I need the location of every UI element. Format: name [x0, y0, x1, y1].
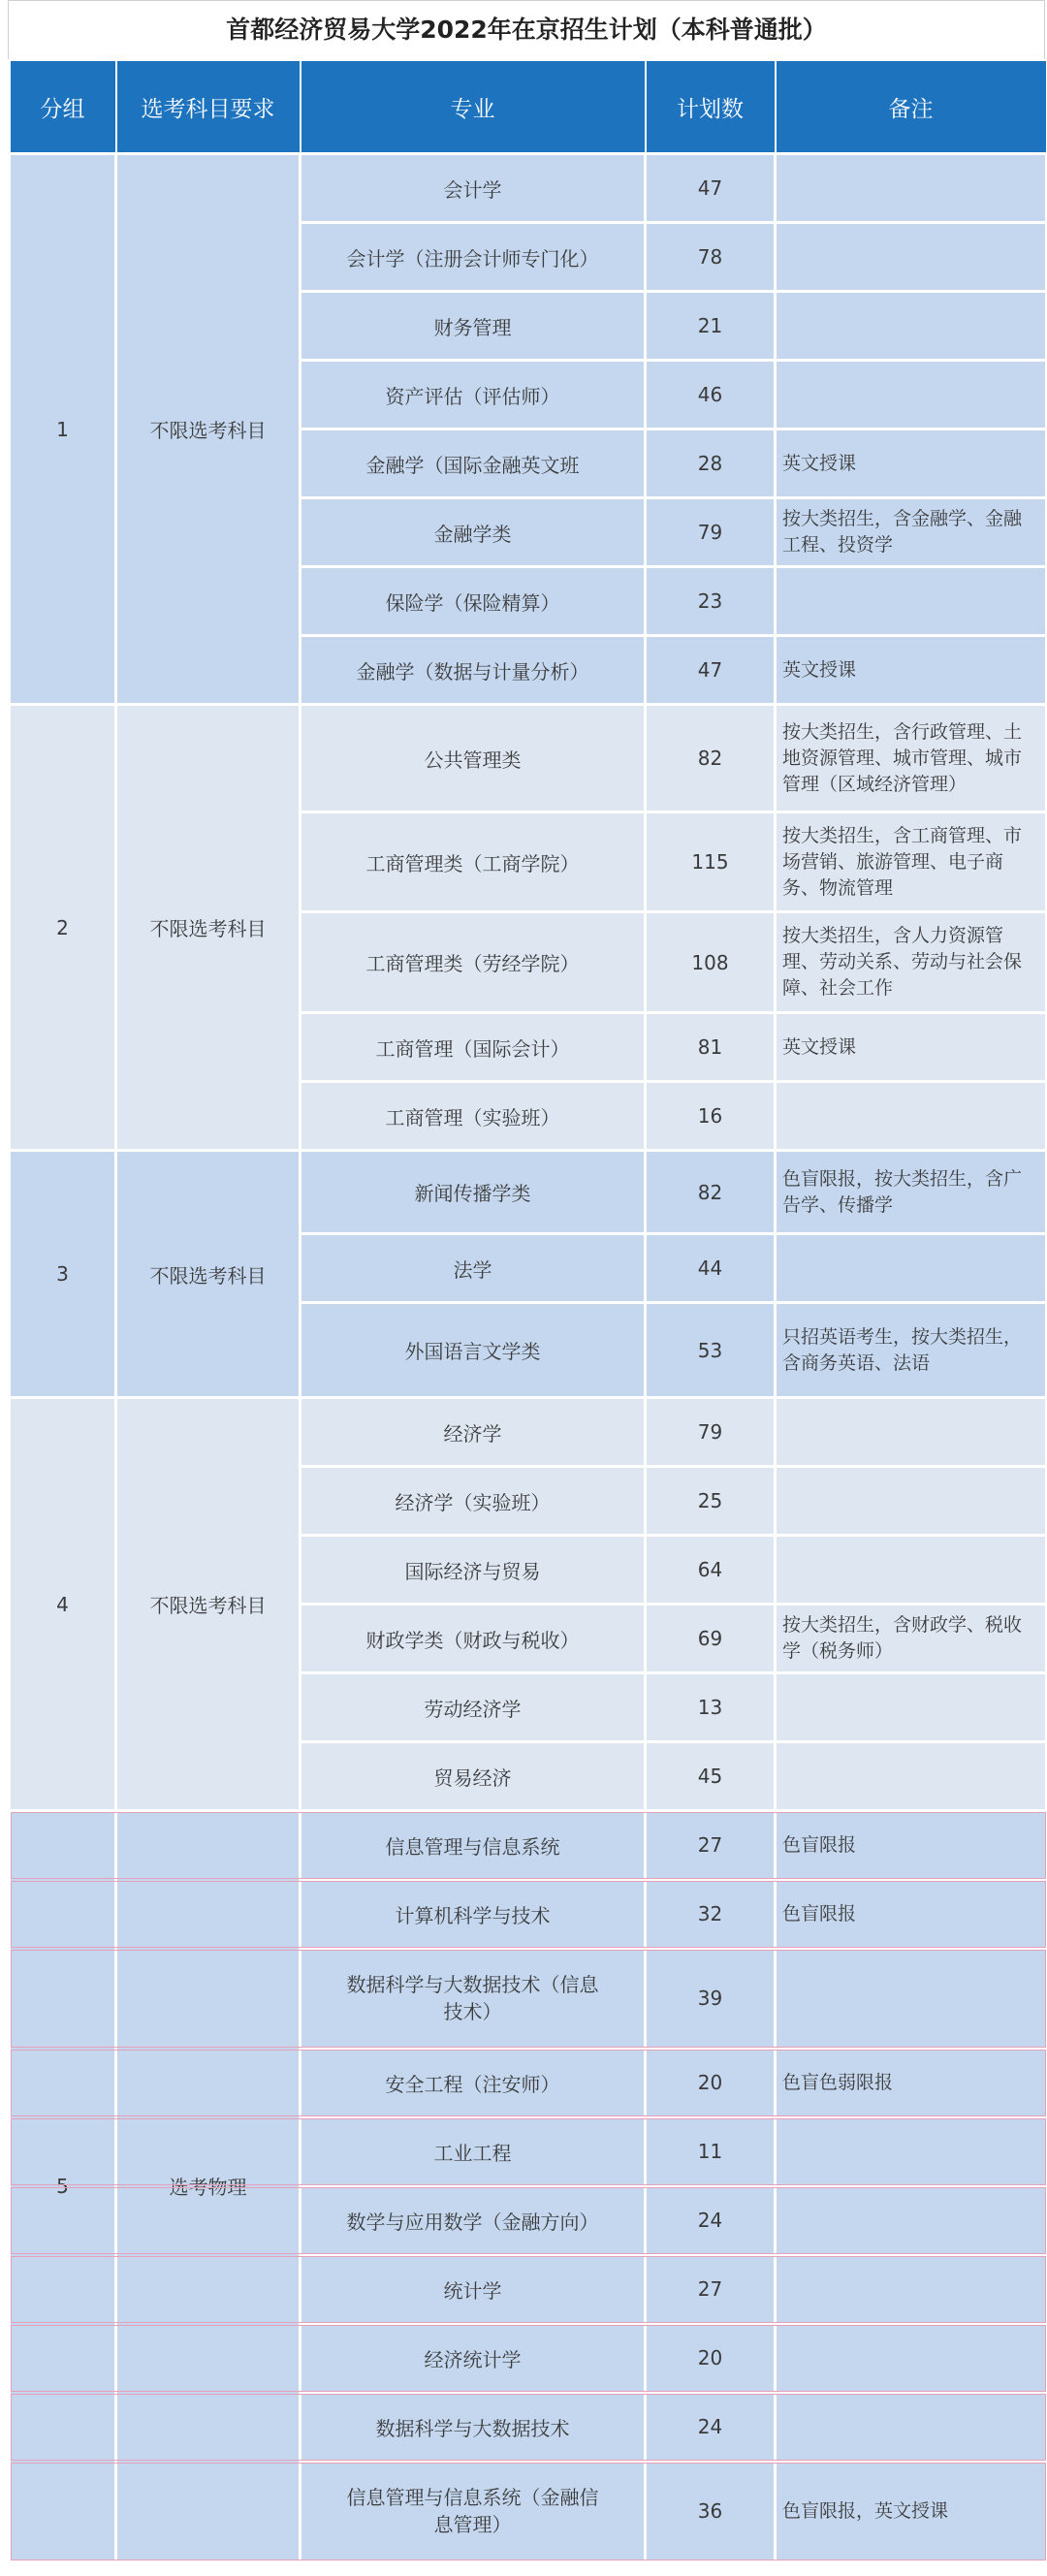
- plan-count-cell: 47: [646, 636, 776, 705]
- remark-cell: 英文授课: [776, 1013, 1047, 1082]
- remark-cell: [776, 567, 1047, 636]
- table-row: [10, 1151, 1047, 1234]
- subject-requirement-cell: 不限选考科目: [116, 154, 301, 705]
- major-cell: 工商管理（国际会计）: [301, 1013, 646, 1082]
- major-cell: 资产评估（评估师）: [301, 361, 646, 429]
- subject-requirement-cell: 不限选考科目: [116, 1151, 301, 1398]
- plan-count-cell: 20: [646, 2324, 776, 2393]
- plan-count-cell: 79: [646, 498, 776, 567]
- plan-count-cell: 53: [646, 1303, 776, 1398]
- plan-count-cell: 108: [646, 912, 776, 1013]
- major-cell: 工商管理类（劳经学院）: [301, 912, 646, 1013]
- remark-cell: [776, 223, 1047, 292]
- remark-cell: 色盲限报: [776, 1880, 1047, 1949]
- admission-plan-table: [8, 59, 1047, 2562]
- major-cell: 工商管理类（工商学院）: [301, 812, 646, 912]
- major-cell: 经济学（实验班）: [301, 1467, 646, 1536]
- major-cell: 会计学: [301, 154, 646, 223]
- remark-cell: 按大类招生，含工商管理、市场营销、旅游管理、电子商务、物流管理: [776, 812, 1047, 912]
- major-cell: 统计学: [301, 2255, 646, 2324]
- major-cell: 数据科学与大数据技术（信息技术）: [301, 1949, 646, 2049]
- remark-cell: 英文授课: [776, 636, 1047, 705]
- major-cell: 安全工程（注安师）: [301, 2049, 646, 2117]
- plan-count-cell: 24: [646, 2186, 776, 2255]
- remark-cell: 按大类招生，含人力资源管理、劳动关系、劳动与社会保障、社会工作: [776, 912, 1047, 1013]
- remark-cell: 色盲色弱限报: [776, 2049, 1047, 2117]
- plan-count-cell: 24: [646, 2393, 776, 2462]
- subject-requirement-cell: 不限选考科目: [116, 705, 301, 1151]
- major-cell: 保险学（保险精算）: [301, 567, 646, 636]
- major-cell: 财务管理: [301, 292, 646, 361]
- remark-cell: 按大类招生，含财政学、税收学（税务师）: [776, 1605, 1047, 1673]
- admission-plan-document: [8, 0, 1045, 2562]
- group-number-cell: 1: [10, 154, 116, 705]
- plan-count-cell: 46: [646, 361, 776, 429]
- header-remark: 备注: [776, 60, 1047, 154]
- remark-cell: [776, 1949, 1047, 2049]
- remark-cell: [776, 2186, 1047, 2255]
- plan-count-cell: 32: [646, 1880, 776, 1949]
- remark-cell: [776, 361, 1047, 429]
- table-body: [10, 154, 1047, 2561]
- major-cell: 经济统计学: [301, 2324, 646, 2393]
- major-cell: 法学: [301, 1234, 646, 1303]
- subject-requirement-cell: 选考物理: [116, 1811, 301, 2561]
- major-cell: 财政学类（财政与税收）: [301, 1605, 646, 1673]
- remark-cell: [776, 2393, 1047, 2462]
- major-cell: 计算机科学与技术: [301, 1880, 646, 1949]
- header-major: 专业: [301, 60, 646, 154]
- plan-count-cell: 44: [646, 1234, 776, 1303]
- major-cell: 金融学类: [301, 498, 646, 567]
- remark-cell: [776, 1082, 1047, 1151]
- table-row: [10, 154, 1047, 223]
- page-title: 首都经济贸易大学2022年在京招生计划（本科普通批）: [8, 0, 1045, 59]
- plan-count-cell: 25: [646, 1467, 776, 1536]
- remark-cell: 色盲限报，按大类招生，含广告学、传播学: [776, 1151, 1047, 1234]
- remark-cell: [776, 1398, 1047, 1467]
- plan-count-cell: 79: [646, 1398, 776, 1467]
- remark-cell: 只招英语考生，按大类招生，含商务英语、法语: [776, 1303, 1047, 1398]
- table-row: [10, 1811, 1047, 1880]
- plan-count-cell: 13: [646, 1673, 776, 1742]
- major-cell: 外国语言文学类: [301, 1303, 646, 1398]
- remark-cell: [776, 2255, 1047, 2324]
- major-cell: 工业工程: [301, 2117, 646, 2186]
- plan-count-cell: 20: [646, 2049, 776, 2117]
- plan-count-cell: 21: [646, 292, 776, 361]
- major-cell: 金融学（国际金融英文班: [301, 429, 646, 498]
- plan-count-cell: 69: [646, 1605, 776, 1673]
- major-cell: 贸易经济: [301, 1742, 646, 1811]
- table-header-row: [10, 60, 1047, 154]
- remark-cell: 色盲限报，英文授课: [776, 2462, 1047, 2561]
- remark-cell: [776, 292, 1047, 361]
- major-cell: 国际经济与贸易: [301, 1536, 646, 1605]
- major-cell: 经济学: [301, 1398, 646, 1467]
- table-row: [10, 1398, 1047, 1467]
- plan-count-cell: 64: [646, 1536, 776, 1605]
- header-subject: 选考科目要求: [116, 60, 301, 154]
- plan-count-cell: 36: [646, 2462, 776, 2561]
- plan-count-cell: 23: [646, 567, 776, 636]
- plan-count-cell: 45: [646, 1742, 776, 1811]
- plan-count-cell: 82: [646, 1151, 776, 1234]
- major-cell: 劳动经济学: [301, 1673, 646, 1742]
- subject-requirement-cell: 不限选考科目: [116, 1398, 301, 1811]
- major-cell: 数学与应用数学（金融方向）: [301, 2186, 646, 2255]
- major-cell: 新闻传播学类: [301, 1151, 646, 1234]
- remark-cell: [776, 154, 1047, 223]
- plan-count-cell: 16: [646, 1082, 776, 1151]
- remark-cell: [776, 1536, 1047, 1605]
- remark-cell: [776, 1742, 1047, 1811]
- plan-count-cell: 27: [646, 1811, 776, 1880]
- plan-count-cell: 28: [646, 429, 776, 498]
- remark-cell: [776, 1673, 1047, 1742]
- major-cell: 数据科学与大数据技术: [301, 2393, 646, 2462]
- plan-count-cell: 39: [646, 1949, 776, 2049]
- plan-count-cell: 115: [646, 812, 776, 912]
- major-cell: 公共管理类: [301, 705, 646, 812]
- remark-cell: [776, 2117, 1047, 2186]
- plan-count-cell: 27: [646, 2255, 776, 2324]
- remark-cell: [776, 2324, 1047, 2393]
- remark-cell: 按大类招生，含金融学、金融工程、投资学: [776, 498, 1047, 567]
- group-number-cell: 3: [10, 1151, 116, 1398]
- plan-count-cell: 81: [646, 1013, 776, 1082]
- remark-cell: 色盲限报: [776, 1811, 1047, 1880]
- plan-count-cell: 82: [646, 705, 776, 812]
- remark-cell: 按大类招生，含行政管理、土地资源管理、城市管理、城市管理（区域经济管理）: [776, 705, 1047, 812]
- major-cell: 金融学（数据与计量分析）: [301, 636, 646, 705]
- plan-count-cell: 11: [646, 2117, 776, 2186]
- major-cell: 信息管理与信息系统（金融信息管理）: [301, 2462, 646, 2561]
- remark-cell: [776, 1467, 1047, 1536]
- remark-cell: 英文授课: [776, 429, 1047, 498]
- header-plan: 计划数: [646, 60, 776, 154]
- plan-count-cell: 47: [646, 154, 776, 223]
- plan-count-cell: 78: [646, 223, 776, 292]
- group-number-cell: 4: [10, 1398, 116, 1811]
- major-cell: 工商管理（实验班）: [301, 1082, 646, 1151]
- major-cell: 信息管理与信息系统: [301, 1811, 646, 1880]
- group-number-cell: 2: [10, 705, 116, 1151]
- major-cell: 会计学（注册会计师专门化）: [301, 223, 646, 292]
- remark-cell: [776, 1234, 1047, 1303]
- group-number-cell: 5: [10, 1811, 116, 2561]
- table-row: [10, 705, 1047, 812]
- header-group: 分组: [10, 60, 116, 154]
